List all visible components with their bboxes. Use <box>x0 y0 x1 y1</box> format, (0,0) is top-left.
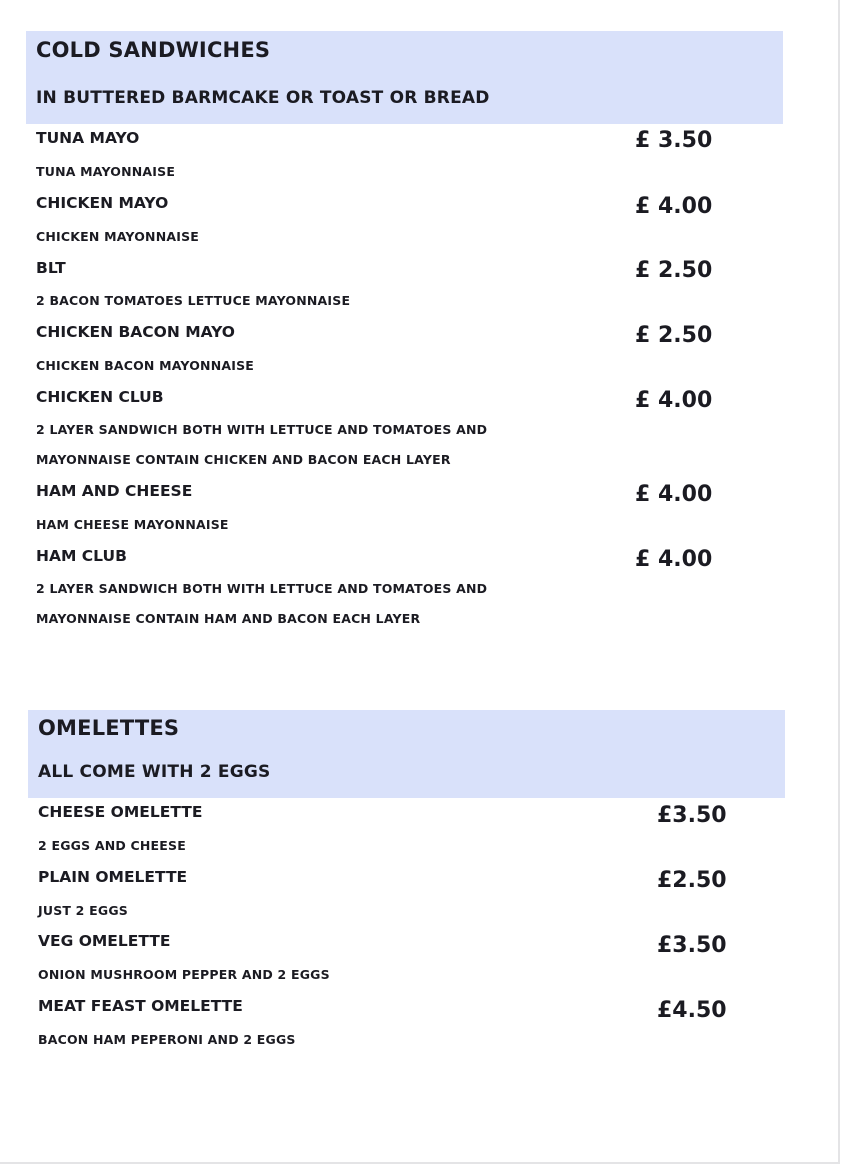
menu-item-description: TUNA MAYONNAISE <box>36 164 176 179</box>
section-title: COLD SANDWICHES <box>36 38 271 62</box>
menu-item-description: 2 LAYER SANDWICH BOTH WITH LETTUCE AND TOMATOES AND <box>36 581 488 596</box>
section-title: OMELETTES <box>38 716 180 740</box>
menu-item-name: TUNA MAYO <box>36 129 140 147</box>
menu-item-price: £ 4.00 <box>635 194 713 219</box>
menu-item-description: JUST 2 EGGS <box>38 903 128 918</box>
menu-item-description: CHICKEN BACON MAYONNAISE <box>36 358 255 373</box>
menu-item-name: HAM CLUB <box>36 547 127 565</box>
menu-item-description: ONION MUSHROOM PEPPER AND 2 EGGS <box>38 967 330 982</box>
menu-item-price: £ 4.00 <box>635 547 713 572</box>
menu-item-price: £3.50 <box>657 933 727 958</box>
menu-item-price: £ 2.50 <box>635 258 713 283</box>
menu-item-price: £2.50 <box>657 868 727 893</box>
menu-item-name: PLAIN OMELETTE <box>38 868 188 886</box>
menu-item-price: £3.50 <box>657 803 727 828</box>
section-subtitle: ALL COME WITH 2 EGGS <box>38 762 271 782</box>
menu-item-price: £4.50 <box>657 998 727 1023</box>
menu-item-description: 2 EGGS AND CHEESE <box>38 838 186 853</box>
menu-item-name: MEAT FEAST OMELETTE <box>38 997 243 1015</box>
menu-item-description: 2 BACON TOMATOES LETTUCE MAYONNAISE <box>36 293 351 308</box>
menu-item-price: £ 2.50 <box>635 323 713 348</box>
menu-item-name: CHICKEN BACON MAYO <box>36 323 235 341</box>
menu-item-name: CHICKEN CLUB <box>36 388 164 406</box>
menu-item-name: CHICKEN MAYO <box>36 194 169 212</box>
menu-item-description: MAYONNAISE CONTAIN HAM AND BACON EACH LAYER <box>36 611 421 626</box>
menu-item-description: 2 LAYER SANDWICH BOTH WITH LETTUCE AND TOMATOES AND <box>36 422 488 437</box>
section-subtitle: IN BUTTERED BARMCAKE OR TOAST OR BREAD <box>36 88 490 108</box>
menu-item-description: MAYONNAISE CONTAIN CHICKEN AND BACON EACH LAYER <box>36 452 451 467</box>
menu-item-price: £ 3.50 <box>635 128 713 153</box>
menu-item-description: BACON HAM PEPERONI AND 2 EGGS <box>38 1032 296 1047</box>
menu-item-name: VEG OMELETTE <box>38 932 171 950</box>
menu-item-description: HAM CHEESE MAYONNAISE <box>36 517 229 532</box>
menu-item-price: £ 4.00 <box>635 482 713 507</box>
menu-item-description: CHICKEN MAYONNAISE <box>36 229 200 244</box>
menu-item-name: BLT <box>36 259 66 277</box>
menu-item-price: £ 4.00 <box>635 388 713 413</box>
menu-item-name: HAM AND CHEESE <box>36 482 193 500</box>
menu-item-name: CHEESE OMELETTE <box>38 803 203 821</box>
